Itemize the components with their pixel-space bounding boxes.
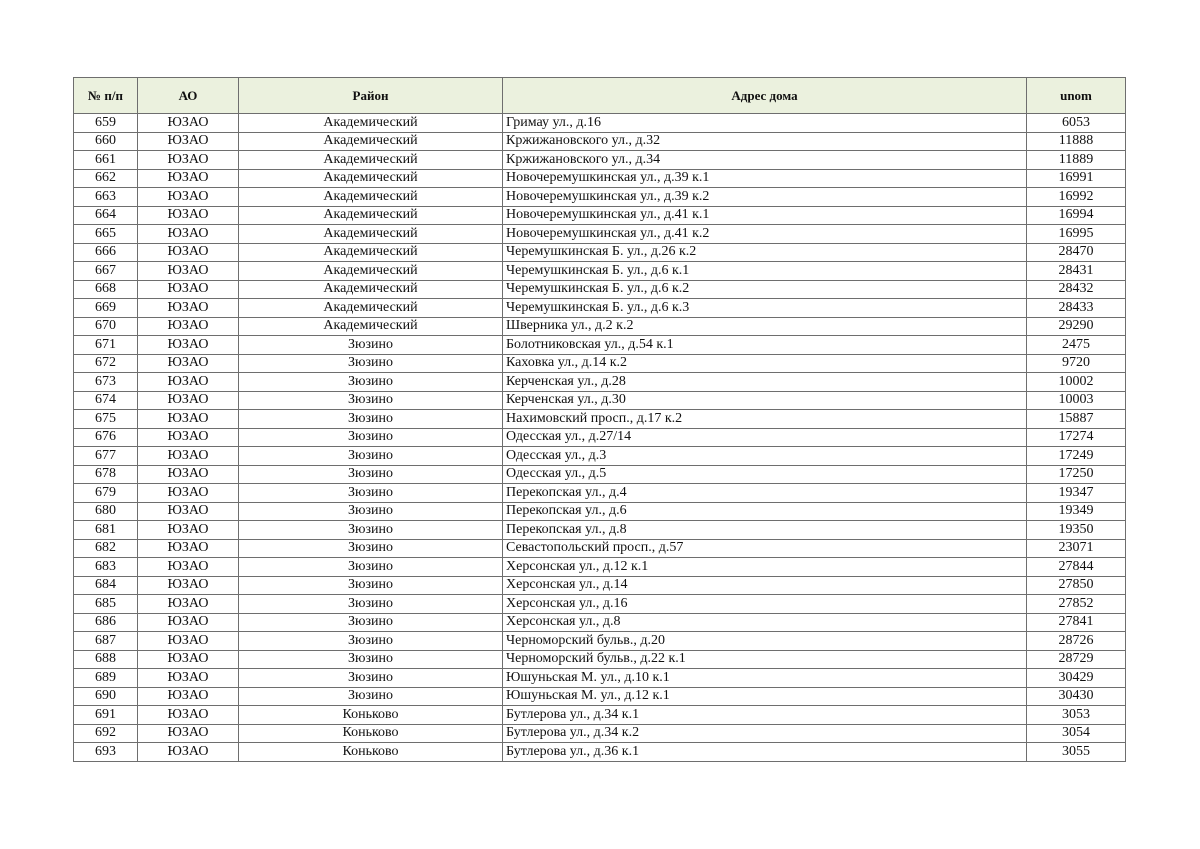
- cell-address: Каховка ул., д.14 к.2: [503, 354, 1027, 373]
- cell-unom: 28729: [1027, 650, 1126, 669]
- table-row: [74, 391, 1126, 410]
- table-row: [74, 595, 1126, 614]
- cell-district: Зюзино: [239, 650, 503, 669]
- cell-district: Академический: [239, 225, 503, 244]
- cell-index: 692: [74, 724, 138, 743]
- cell-okrug: ЮЗАО: [138, 447, 239, 466]
- cell-address: Новочеремушкинская ул., д.39 к.1: [503, 169, 1027, 188]
- table-row: [74, 354, 1126, 373]
- table-row: [74, 539, 1126, 558]
- cell-address: Новочеремушкинская ул., д.39 к.2: [503, 188, 1027, 207]
- cell-okrug: ЮЗАО: [138, 151, 239, 170]
- cell-address: Кржижановского ул., д.34: [503, 151, 1027, 170]
- cell-unom: 2475: [1027, 336, 1126, 355]
- cell-address: Одесская ул., д.5: [503, 465, 1027, 484]
- cell-unom: 17249: [1027, 447, 1126, 466]
- cell-district: Зюзино: [239, 484, 503, 503]
- cell-district: Академический: [239, 299, 503, 318]
- cell-index: 673: [74, 373, 138, 392]
- header-okrug: АО: [138, 78, 239, 114]
- cell-okrug: ЮЗАО: [138, 114, 239, 133]
- cell-okrug: ЮЗАО: [138, 706, 239, 725]
- cell-okrug: ЮЗАО: [138, 188, 239, 207]
- cell-okrug: ЮЗАО: [138, 243, 239, 262]
- cell-okrug: ЮЗАО: [138, 502, 239, 521]
- cell-district: Зюзино: [239, 410, 503, 429]
- cell-index: 671: [74, 336, 138, 355]
- cell-index: 662: [74, 169, 138, 188]
- cell-okrug: ЮЗАО: [138, 317, 239, 336]
- cell-okrug: ЮЗАО: [138, 299, 239, 318]
- cell-address: Керченская ул., д.28: [503, 373, 1027, 392]
- cell-unom: 27841: [1027, 613, 1126, 632]
- cell-index: 689: [74, 669, 138, 688]
- cell-district: Академический: [239, 243, 503, 262]
- cell-address: Бутлерова ул., д.36 к.1: [503, 743, 1027, 762]
- cell-index: 666: [74, 243, 138, 262]
- cell-address: Черемушкинская Б. ул., д.6 к.3: [503, 299, 1027, 318]
- cell-index: 679: [74, 484, 138, 503]
- cell-index: 687: [74, 632, 138, 651]
- cell-index: 674: [74, 391, 138, 410]
- cell-address: Севастопольский просп., д.57: [503, 539, 1027, 558]
- table-row: [74, 188, 1126, 207]
- cell-index: 661: [74, 151, 138, 170]
- cell-address: Перекопская ул., д.8: [503, 521, 1027, 540]
- cell-unom: 16992: [1027, 188, 1126, 207]
- cell-unom: 27850: [1027, 576, 1126, 595]
- cell-unom: 19347: [1027, 484, 1126, 503]
- cell-okrug: ЮЗАО: [138, 132, 239, 151]
- table-row: [74, 114, 1126, 133]
- cell-unom: 19350: [1027, 521, 1126, 540]
- cell-okrug: ЮЗАО: [138, 206, 239, 225]
- cell-okrug: ЮЗАО: [138, 373, 239, 392]
- cell-okrug: ЮЗАО: [138, 669, 239, 688]
- cell-unom: 30429: [1027, 669, 1126, 688]
- cell-unom: 30430: [1027, 687, 1126, 706]
- cell-address: Херсонская ул., д.16: [503, 595, 1027, 614]
- cell-unom: 17250: [1027, 465, 1126, 484]
- cell-index: 682: [74, 539, 138, 558]
- cell-index: 678: [74, 465, 138, 484]
- cell-unom: 27844: [1027, 558, 1126, 577]
- cell-index: 664: [74, 206, 138, 225]
- cell-address: Черноморский бульв., д.22 к.1: [503, 650, 1027, 669]
- table-row: [74, 632, 1126, 651]
- cell-district: Коньково: [239, 743, 503, 762]
- cell-district: Зюзино: [239, 391, 503, 410]
- cell-okrug: ЮЗАО: [138, 354, 239, 373]
- cell-unom: 3054: [1027, 724, 1126, 743]
- table-row: [74, 169, 1126, 188]
- cell-index: 691: [74, 706, 138, 725]
- table-row: [74, 317, 1126, 336]
- table-header: [74, 78, 1126, 114]
- table-row: [74, 336, 1126, 355]
- cell-unom: 11889: [1027, 151, 1126, 170]
- cell-unom: 15887: [1027, 410, 1126, 429]
- cell-unom: 16995: [1027, 225, 1126, 244]
- table-body: [74, 114, 1126, 762]
- table-row: [74, 521, 1126, 540]
- cell-index: 672: [74, 354, 138, 373]
- cell-district: Зюзино: [239, 428, 503, 447]
- cell-district: Коньково: [239, 724, 503, 743]
- table-row: [74, 669, 1126, 688]
- cell-index: 667: [74, 262, 138, 281]
- cell-unom: 28726: [1027, 632, 1126, 651]
- cell-okrug: ЮЗАО: [138, 632, 239, 651]
- table-row: [74, 687, 1126, 706]
- cell-address: Черемушкинская Б. ул., д.26 к.2: [503, 243, 1027, 262]
- cell-unom: 9720: [1027, 354, 1126, 373]
- cell-address: Черноморский бульв., д.20: [503, 632, 1027, 651]
- header-district: Район: [239, 78, 503, 114]
- table-row: [74, 428, 1126, 447]
- cell-unom: 27852: [1027, 595, 1126, 614]
- table-row: [74, 151, 1126, 170]
- cell-index: 683: [74, 558, 138, 577]
- cell-unom: 28433: [1027, 299, 1126, 318]
- cell-district: Зюзино: [239, 613, 503, 632]
- table-row: [74, 650, 1126, 669]
- cell-unom: 28470: [1027, 243, 1126, 262]
- cell-index: 677: [74, 447, 138, 466]
- cell-address: Херсонская ул., д.8: [503, 613, 1027, 632]
- table-row: [74, 132, 1126, 151]
- table-row: [74, 724, 1126, 743]
- table-row: [74, 206, 1126, 225]
- table-row: [74, 262, 1126, 281]
- table-row: [74, 225, 1126, 244]
- header-row: [74, 78, 1126, 114]
- table-row: [74, 576, 1126, 595]
- cell-address: Шверника ул., д.2 к.2: [503, 317, 1027, 336]
- cell-okrug: ЮЗАО: [138, 262, 239, 281]
- cell-unom: 17274: [1027, 428, 1126, 447]
- cell-okrug: ЮЗАО: [138, 280, 239, 299]
- cell-address: Новочеремушкинская ул., д.41 к.1: [503, 206, 1027, 225]
- cell-district: Зюзино: [239, 502, 503, 521]
- cell-district: Академический: [239, 262, 503, 281]
- cell-district: Зюзино: [239, 576, 503, 595]
- cell-district: Зюзино: [239, 687, 503, 706]
- table-row: [74, 465, 1126, 484]
- header-index: № п/п: [74, 78, 138, 114]
- cell-index: 665: [74, 225, 138, 244]
- cell-address: Черемушкинская Б. ул., д.6 к.1: [503, 262, 1027, 281]
- cell-unom: 3053: [1027, 706, 1126, 725]
- cell-index: 690: [74, 687, 138, 706]
- cell-unom: 16991: [1027, 169, 1126, 188]
- cell-index: 663: [74, 188, 138, 207]
- table-row: [74, 613, 1126, 632]
- cell-okrug: ЮЗАО: [138, 595, 239, 614]
- cell-district: Зюзино: [239, 447, 503, 466]
- cell-address: Болотниковская ул., д.54 к.1: [503, 336, 1027, 355]
- cell-address: Перекопская ул., д.6: [503, 502, 1027, 521]
- cell-index: 675: [74, 410, 138, 429]
- table-row: [74, 447, 1126, 466]
- cell-okrug: ЮЗАО: [138, 724, 239, 743]
- cell-okrug: ЮЗАО: [138, 539, 239, 558]
- cell-address: Перекопская ул., д.4: [503, 484, 1027, 503]
- cell-unom: 10002: [1027, 373, 1126, 392]
- cell-district: Зюзино: [239, 632, 503, 651]
- cell-okrug: ЮЗАО: [138, 410, 239, 429]
- cell-address: Керченская ул., д.30: [503, 391, 1027, 410]
- cell-district: Академический: [239, 114, 503, 133]
- cell-district: Зюзино: [239, 354, 503, 373]
- cell-okrug: ЮЗАО: [138, 428, 239, 447]
- cell-district: Зюзино: [239, 558, 503, 577]
- cell-index: 685: [74, 595, 138, 614]
- address-table: [73, 77, 1126, 762]
- cell-index: 660: [74, 132, 138, 151]
- table-row: [74, 558, 1126, 577]
- cell-okrug: ЮЗАО: [138, 743, 239, 762]
- cell-address: Бутлерова ул., д.34 к.1: [503, 706, 1027, 725]
- cell-district: Зюзино: [239, 539, 503, 558]
- cell-address: Херсонская ул., д.14: [503, 576, 1027, 595]
- cell-district: Академический: [239, 151, 503, 170]
- cell-district: Зюзино: [239, 595, 503, 614]
- table-row: [74, 484, 1126, 503]
- table-row: [74, 410, 1126, 429]
- cell-address: Новочеремушкинская ул., д.41 к.2: [503, 225, 1027, 244]
- cell-okrug: ЮЗАО: [138, 336, 239, 355]
- cell-index: 684: [74, 576, 138, 595]
- cell-district: Зюзино: [239, 521, 503, 540]
- cell-address: Одесская ул., д.3: [503, 447, 1027, 466]
- cell-index: 669: [74, 299, 138, 318]
- cell-index: 681: [74, 521, 138, 540]
- cell-okrug: ЮЗАО: [138, 169, 239, 188]
- cell-address: Бутлерова ул., д.34 к.2: [503, 724, 1027, 743]
- cell-okrug: ЮЗАО: [138, 613, 239, 632]
- cell-index: 676: [74, 428, 138, 447]
- cell-district: Зюзино: [239, 669, 503, 688]
- cell-district: Коньково: [239, 706, 503, 725]
- cell-okrug: ЮЗАО: [138, 650, 239, 669]
- cell-okrug: ЮЗАО: [138, 484, 239, 503]
- cell-address: Черемушкинская Б. ул., д.6 к.2: [503, 280, 1027, 299]
- cell-district: Академический: [239, 132, 503, 151]
- cell-unom: 11888: [1027, 132, 1126, 151]
- cell-index: 668: [74, 280, 138, 299]
- cell-unom: 23071: [1027, 539, 1126, 558]
- cell-index: 686: [74, 613, 138, 632]
- cell-unom: 28432: [1027, 280, 1126, 299]
- cell-index: 680: [74, 502, 138, 521]
- cell-unom: 29290: [1027, 317, 1126, 336]
- cell-district: Академический: [239, 169, 503, 188]
- table-row: [74, 373, 1126, 392]
- table-row: [74, 280, 1126, 299]
- table-row: [74, 299, 1126, 318]
- cell-district: Академический: [239, 206, 503, 225]
- cell-unom: 28431: [1027, 262, 1126, 281]
- cell-address: Юшуньская М. ул., д.10 к.1: [503, 669, 1027, 688]
- cell-okrug: ЮЗАО: [138, 521, 239, 540]
- cell-address: Одесская ул., д.27/14: [503, 428, 1027, 447]
- cell-okrug: ЮЗАО: [138, 687, 239, 706]
- cell-address: Юшуньская М. ул., д.12 к.1: [503, 687, 1027, 706]
- cell-okrug: ЮЗАО: [138, 465, 239, 484]
- cell-district: Зюзино: [239, 336, 503, 355]
- header-unom: unom: [1027, 78, 1126, 114]
- cell-district: Зюзино: [239, 465, 503, 484]
- table-row: [74, 743, 1126, 762]
- cell-address: Гримау ул., д.16: [503, 114, 1027, 133]
- cell-index: 670: [74, 317, 138, 336]
- cell-index: 693: [74, 743, 138, 762]
- cell-district: Зюзино: [239, 373, 503, 392]
- table-row: [74, 502, 1126, 521]
- cell-address: Херсонская ул., д.12 к.1: [503, 558, 1027, 577]
- cell-unom: 16994: [1027, 206, 1126, 225]
- cell-unom: 6053: [1027, 114, 1126, 133]
- cell-district: Академический: [239, 188, 503, 207]
- cell-address: Нахимовский просп., д.17 к.2: [503, 410, 1027, 429]
- cell-address: Кржижановского ул., д.32: [503, 132, 1027, 151]
- cell-unom: 3055: [1027, 743, 1126, 762]
- cell-unom: 19349: [1027, 502, 1126, 521]
- cell-okrug: ЮЗАО: [138, 391, 239, 410]
- cell-unom: 10003: [1027, 391, 1126, 410]
- cell-okrug: ЮЗАО: [138, 576, 239, 595]
- cell-district: Академический: [239, 317, 503, 336]
- cell-okrug: ЮЗАО: [138, 558, 239, 577]
- cell-okrug: ЮЗАО: [138, 225, 239, 244]
- table-row: [74, 706, 1126, 725]
- header-address: Адрес дома: [503, 78, 1027, 114]
- cell-district: Академический: [239, 280, 503, 299]
- cell-index: 688: [74, 650, 138, 669]
- table-row: [74, 243, 1126, 262]
- cell-index: 659: [74, 114, 138, 133]
